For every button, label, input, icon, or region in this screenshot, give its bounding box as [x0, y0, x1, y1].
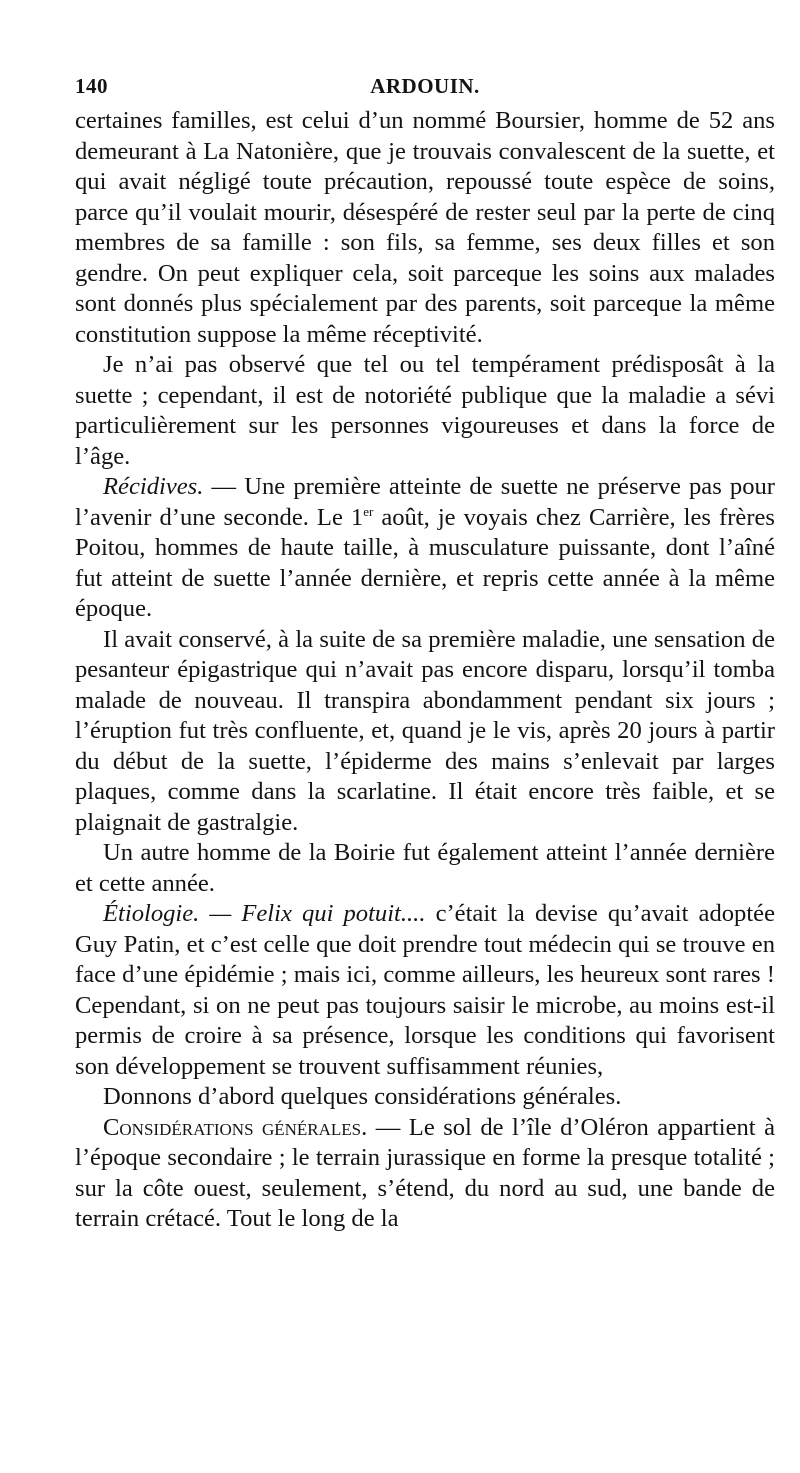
body-text — [75, 106, 775, 1235]
paragraph-introduction: Donnons d’abord quelques considérations générales. — [103, 1083, 622, 1110]
paragraph-etiologie — [75, 899, 775, 1082]
paragraph-continuation: certaines familles, est celui d’un nommé Boursier, homme de 52 ans demeurant à La Natonière, que je trouvais convalescent de la suette, et qui avait négligé toute précaution, repoussé toute espèce de soins, parce qu’il voulait mourir, désespéré de rester seul par la perte de cinq membres de sa famille : son fils, sa femme, ses deux filles et son gendre. On peut expliquer cela, soit parceque les soins aux malades sont donnés plus spécialement par des parents, soit parceque la même constitution suppose la même réceptivité. — [75, 107, 775, 348]
paragraph-recidives — [75, 472, 775, 625]
recidives-text-start: — Une première atteinte de suette ne préserve pas pour l’avenir d’une seconde. Le 1 — [75, 473, 775, 531]
paragraph-considerations — [75, 1113, 775, 1235]
book-page — [75, 70, 775, 1235]
considerations-text: — Le sol de l’île d’Oléron appartient à l’époque secondaire ; le terrain jurassique en forme la presque totalité ; sur la côte ouest, seulement, s’étend, du nord au sud, une bande de terrain crétacé. Tout le long de la — [75, 1113, 776, 1232]
paragraph-boirie: Un autre homme de la Boirie fut également atteint l’année dernière et cette année. — [75, 839, 775, 897]
recidives-heading: Récidives. — [103, 473, 204, 500]
etiologie-text: c’était la devise qu’avait adoptée Guy Patin, et c’est celle que doit prendre tout médecin qui se trouve en face d’une épidémie ; mais ici, comme ailleurs, les heureux sont rares ! Cependant, si on ne peut pas toujours saisir le microbe, au moins est-il permis de croire à sa présence, lorsque les conditions qui favorisent son développement se trouvent suffisamment réunies, — [75, 900, 776, 1080]
recidives-text-end: août, je voyais chez Carrière, les frères Poitou, hommes de haute taille, à musculature puissante, dont l’aîné fut atteint de suette l’année dernière, et repris cette année à la même époque. — [75, 503, 776, 622]
page-number: 140 — [75, 74, 108, 98]
running-head — [75, 70, 775, 106]
paragraph-case-description: Il avait conservé, à la suite de sa première maladie, une sensation de pesanteur épigastrique qui n’avait pas encore disparu, lorsqu’il tomba malade de nouveau. Il transpira abondamment pendant six jours ; l’éruption fut très confluente, et, quand je le vis, après 20 jours à partir du début de la suette, l’épiderme des mains s’enlevait par larges plaques, comme dans la scarlatine. Il était encore très faible, et se plaignait de gastralgie. — [75, 625, 775, 836]
running-title: ARDOUIN. — [370, 74, 480, 98]
etiologie-heading: Étiologie. — Felix qui potuit.... — [103, 900, 426, 927]
paragraph-temperament: Je n’ai pas observé que tel ou tel tempérament prédisposât à la suette ; cependant, il est de notoriété publique que la maladie a sévi particulièrement sur les personnes vigoureuses et dans la force de l’âge. — [75, 351, 775, 470]
ordinal-superscript: er — [363, 503, 374, 519]
considerations-heading: Considérations générales. — [103, 1113, 368, 1141]
